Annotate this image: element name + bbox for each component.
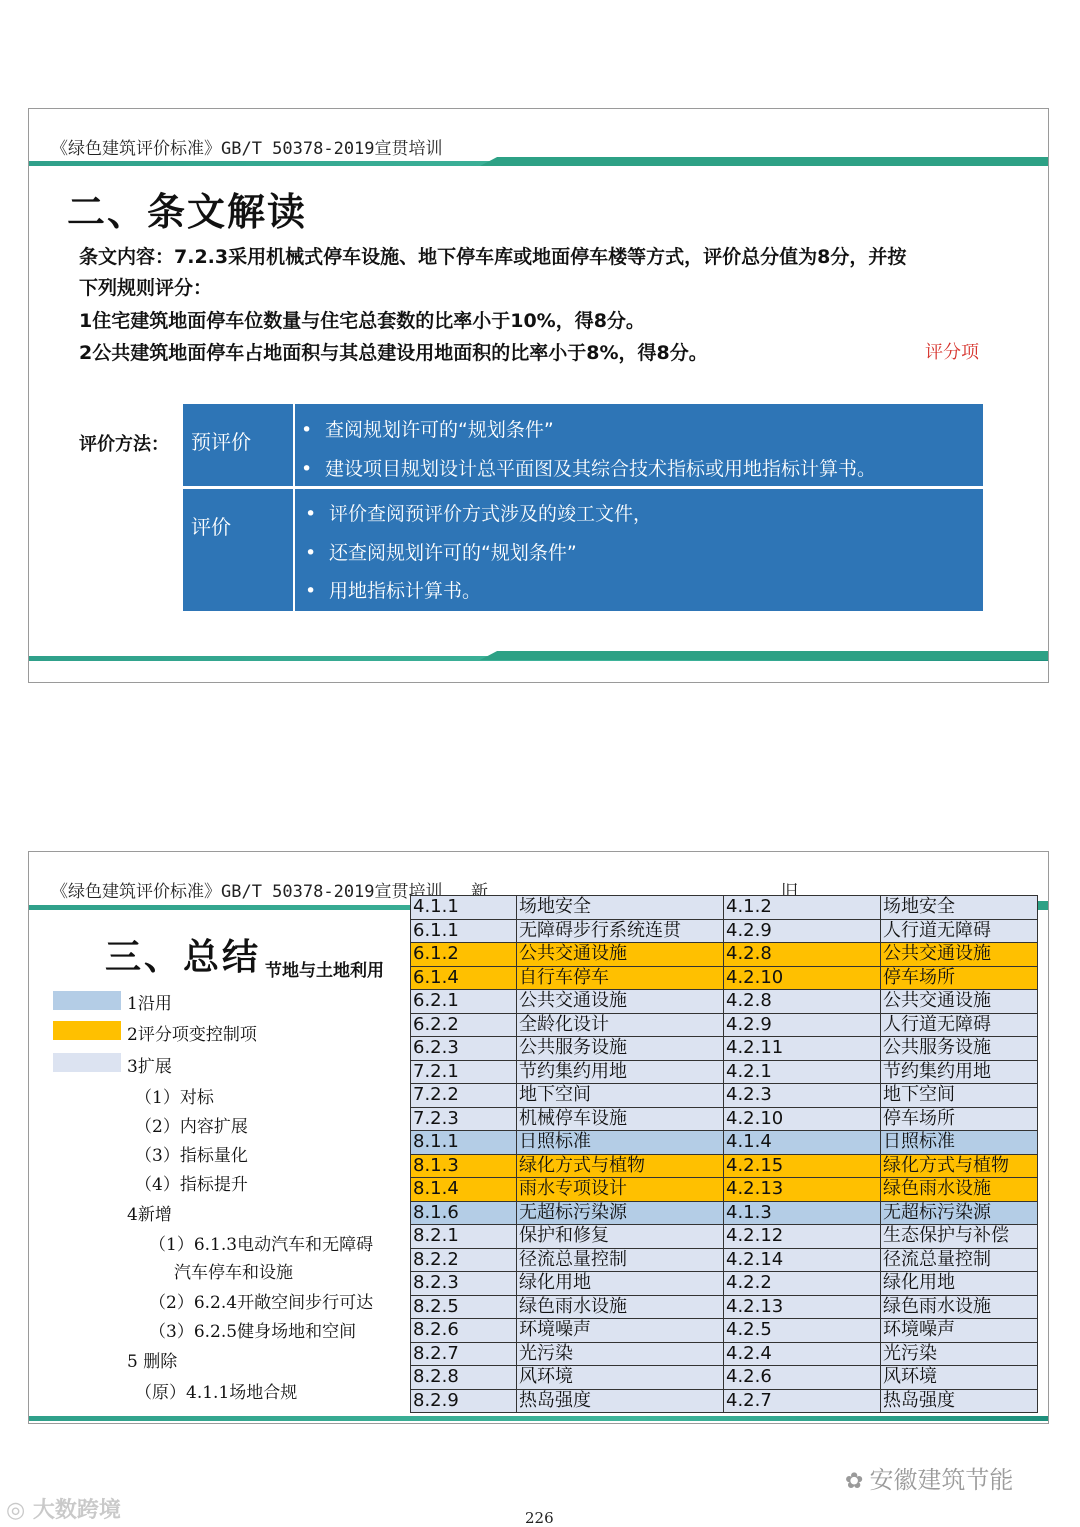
method-row-evaluation xyxy=(183,489,983,611)
site-logo: ◎ 大数跨境 xyxy=(6,1498,121,1523)
table-cell-new-name: 热岛强度 xyxy=(517,1389,724,1413)
method-category: 预评价 xyxy=(191,430,251,454)
table-cell-old-name: 人行道无障碍 xyxy=(881,919,1038,943)
table-row xyxy=(411,966,1038,990)
table-row xyxy=(411,1272,1038,1296)
table-row xyxy=(411,919,1038,943)
table-cell-old-no: 4.2.8 xyxy=(724,990,881,1014)
table-row xyxy=(411,1225,1038,1249)
slide-header: 《绿色建筑评价标准》GB/T 50378-2019宣贯培训 xyxy=(51,139,443,159)
summary-list-item: （1）6.1.3电动汽车和无障碍 xyxy=(149,1235,374,1255)
table-cell-new-no: 8.2.7 xyxy=(411,1342,517,1366)
slide-summary xyxy=(28,851,1049,1424)
table-cell-new-name: 公共交通设施 xyxy=(517,990,724,1014)
table-row xyxy=(411,1319,1038,1343)
table-cell-new-no: 6.2.2 xyxy=(411,1013,517,1037)
table-cell-new-no: 6.1.4 xyxy=(411,966,517,990)
table-cell-old-name: 环境噪声 xyxy=(881,1319,1038,1343)
scoring-item-badge: 评分项 xyxy=(925,342,979,363)
table-cell-old-name: 绿化用地 xyxy=(881,1272,1038,1296)
table-cell-new-no: 8.1.1 xyxy=(411,1131,517,1155)
table-cell-new-no: 6.1.2 xyxy=(411,943,517,967)
table-cell-new-name: 地下空间 xyxy=(517,1084,724,1108)
table-cell-new-name: 无障碍步行系统连贯 xyxy=(517,919,724,943)
table-cell-new-no: 8.2.9 xyxy=(411,1389,517,1413)
watermark: ✿ 安徽建筑节能 xyxy=(845,1466,1014,1494)
column-heading-old: 旧 xyxy=(781,882,798,902)
table-cell-new-no: 6.1.1 xyxy=(411,919,517,943)
table-cell-old-no: 4.1.4 xyxy=(724,1131,881,1155)
slide-title: 二、条文解读 xyxy=(67,190,308,234)
table-cell-new-name: 绿色雨水设施 xyxy=(517,1295,724,1319)
legend-label: 1沿用 xyxy=(127,994,172,1014)
table-cell-new-name: 自行车停车 xyxy=(517,966,724,990)
table-cell-new-no: 6.2.1 xyxy=(411,990,517,1014)
table-cell-old-no: 4.2.1 xyxy=(724,1060,881,1084)
table-row xyxy=(411,1107,1038,1131)
legend-label: 3扩展 xyxy=(127,1057,172,1077)
table-cell-old-name: 绿色雨水设施 xyxy=(881,1295,1038,1319)
table-cell-old-no: 4.2.5 xyxy=(724,1319,881,1343)
table-cell-old-no: 4.2.4 xyxy=(724,1342,881,1366)
table-cell-old-name: 日照标准 xyxy=(881,1131,1038,1155)
table-row xyxy=(411,1295,1038,1319)
table-cell-new-no: 8.1.3 xyxy=(411,1154,517,1178)
table-cell-new-name: 节约集约用地 xyxy=(517,1060,724,1084)
summary-list-item: （2）6.2.4开敞空间步行可达 xyxy=(149,1293,374,1313)
method-bullet: • 建设项目规划设计总平面图及其综合技术指标或用地指标计算书。 xyxy=(301,458,877,480)
summary-list-item: （1）对标 xyxy=(135,1088,214,1108)
summary-list-item: （3）6.2.5健身场地和空间 xyxy=(149,1322,357,1342)
table-cell-old-name: 节约集约用地 xyxy=(881,1060,1038,1084)
table-cell-new-name: 全龄化设计 xyxy=(517,1013,724,1037)
table-cell-new-name: 光污染 xyxy=(517,1342,724,1366)
table-cell-new-name: 无超标污染源 xyxy=(517,1201,724,1225)
legend-label: 2评分项变控制项 xyxy=(127,1025,257,1045)
table-cell-old-no: 4.2.12 xyxy=(724,1225,881,1249)
table-row xyxy=(411,1013,1038,1037)
summary-list-item: （3）指标量化 xyxy=(135,1146,248,1166)
table-cell-old-name: 场地安全 xyxy=(881,896,1038,920)
table-cell-new-no: 8.2.6 xyxy=(411,1319,517,1343)
table-cell-new-name: 径流总量控制 xyxy=(517,1248,724,1272)
method-label: 评价方法： xyxy=(79,434,169,455)
summary-list-item: （4）指标提升 xyxy=(135,1175,248,1195)
table-cell-new-no: 8.2.5 xyxy=(411,1295,517,1319)
method-bullet: • 评价查阅预评价方式涉及的竣工文件， xyxy=(305,503,653,525)
table-cell-old-name: 绿化方式与植物 xyxy=(881,1154,1038,1178)
table-cell-old-no: 4.2.13 xyxy=(724,1295,881,1319)
table-cell-old-no: 4.2.6 xyxy=(724,1366,881,1390)
table-cell-old-name: 公共服务设施 xyxy=(881,1037,1038,1061)
table-cell-new-no: 4.1.1 xyxy=(411,896,517,920)
table-cell-old-name: 停车场所 xyxy=(881,966,1038,990)
clause-line: 下列规则评分： xyxy=(79,277,213,299)
table-cell-old-no: 4.2.10 xyxy=(724,966,881,990)
table-cell-new-name: 雨水专项设计 xyxy=(517,1178,724,1202)
legend-swatch-extended xyxy=(53,1053,121,1072)
slide-clause-interpretation xyxy=(28,108,1049,683)
clause-line: 条文内容：7.2.3采用机械式停车设施、地下停车库或地面停车楼等方式，评价总分值为8分，并按 xyxy=(79,246,907,268)
table-cell-old-name: 无超标污染源 xyxy=(881,1201,1038,1225)
table-cell-new-no: 7.2.1 xyxy=(411,1060,517,1084)
table-cell-old-name: 公共交通设施 xyxy=(881,943,1038,967)
summary-list-item: 汽车停车和设施 xyxy=(174,1263,293,1283)
table-cell-old-name: 光污染 xyxy=(881,1342,1038,1366)
legend-swatch-continued xyxy=(53,991,121,1010)
clause-line: 1住宅建筑地面停车位数量与住宅总套数的比率小于10%，得8分。 xyxy=(79,310,645,332)
page-number: 226 xyxy=(525,1509,554,1527)
table-cell-new-no: 8.2.3 xyxy=(411,1272,517,1296)
table-cell-old-name: 生态保护与补偿 xyxy=(881,1225,1038,1249)
evaluation-method-table xyxy=(183,404,983,611)
table-cell-old-no: 4.2.9 xyxy=(724,919,881,943)
table-cell-old-no: 4.2.3 xyxy=(724,1084,881,1108)
table-cell-new-name: 保护和修复 xyxy=(517,1225,724,1249)
table-row xyxy=(411,1389,1038,1413)
table-row xyxy=(411,896,1038,920)
table-cell-old-no: 4.2.9 xyxy=(724,1013,881,1037)
table-cell-old-no: 4.1.2 xyxy=(724,896,881,920)
table-cell-new-no: 6.2.3 xyxy=(411,1037,517,1061)
summary-list-item: （原）4.1.1场地合规 xyxy=(135,1383,298,1403)
table-cell-new-no: 7.2.2 xyxy=(411,1084,517,1108)
method-bullet: • 用地指标计算书。 xyxy=(305,580,482,602)
table-cell-old-no: 4.2.11 xyxy=(724,1037,881,1061)
table-cell-old-no: 4.2.2 xyxy=(724,1272,881,1296)
clause-line: 2公共建筑地面停车占地面积与其总建设用地面积的比率小于8%，得8分。 xyxy=(79,342,708,364)
table-cell-old-no: 4.2.10 xyxy=(724,1107,881,1131)
table-cell-new-name: 公共服务设施 xyxy=(517,1037,724,1061)
method-category: 评价 xyxy=(191,515,231,539)
legend-swatch-changed xyxy=(53,1021,121,1040)
logo-icon: ◎ xyxy=(6,1498,33,1523)
table-cell-old-name: 停车场所 xyxy=(881,1107,1038,1131)
slide-header: 《绿色建筑评价标准》GB/T 50378-2019宣贯培训 xyxy=(51,882,443,902)
table-cell-old-no: 4.2.7 xyxy=(724,1389,881,1413)
table-cell-new-name: 公共交通设施 xyxy=(517,943,724,967)
wechat-icon: ✿ xyxy=(845,1469,864,1494)
table-cell-old-name: 绿色雨水设施 xyxy=(881,1178,1038,1202)
table-cell-new-no: 8.2.8 xyxy=(411,1366,517,1390)
table-cell-new-name: 机械停车设施 xyxy=(517,1107,724,1131)
table-cell-old-no: 4.2.8 xyxy=(724,943,881,967)
clause-comparison-table xyxy=(410,895,1038,1413)
table-cell-old-no: 4.2.14 xyxy=(724,1248,881,1272)
table-row xyxy=(411,1037,1038,1061)
table-cell-old-name: 热岛强度 xyxy=(881,1389,1038,1413)
summary-list-item: （2）内容扩展 xyxy=(135,1117,248,1137)
table-row xyxy=(411,1154,1038,1178)
table-cell-new-no: 8.2.2 xyxy=(411,1248,517,1272)
table-cell-old-name: 风环境 xyxy=(881,1366,1038,1390)
table-cell-new-name: 绿化用地 xyxy=(517,1272,724,1296)
table-row xyxy=(411,943,1038,967)
table-row xyxy=(411,1131,1038,1155)
slide-title: 三、总结 xyxy=(105,937,262,978)
table-cell-old-name: 人行道无障碍 xyxy=(881,1013,1038,1037)
method-row-pre-evaluation xyxy=(183,404,983,486)
table-cell-new-name: 场地安全 xyxy=(517,896,724,920)
table-row xyxy=(411,990,1038,1014)
table-row xyxy=(411,1201,1038,1225)
table-row xyxy=(411,1248,1038,1272)
slide-subtitle: 节地与土地利用 xyxy=(265,961,384,981)
table-cell-old-name: 径流总量控制 xyxy=(881,1248,1038,1272)
table-cell-new-name: 绿化方式与植物 xyxy=(517,1154,724,1178)
table-cell-new-name: 风环境 xyxy=(517,1366,724,1390)
table-cell-new-no: 8.1.4 xyxy=(411,1178,517,1202)
table-cell-new-no: 8.2.1 xyxy=(411,1225,517,1249)
table-cell-new-no: 7.2.3 xyxy=(411,1107,517,1131)
method-bullet: • 还查阅规划许可的“规划条件” xyxy=(305,542,577,564)
table-row xyxy=(411,1178,1038,1202)
method-bullet: • 查阅规划许可的“规划条件” xyxy=(301,419,554,441)
table-cell-old-name: 公共交通设施 xyxy=(881,990,1038,1014)
table-cell-new-no: 8.1.6 xyxy=(411,1201,517,1225)
table-cell-old-name: 地下空间 xyxy=(881,1084,1038,1108)
table-cell-old-no: 4.2.15 xyxy=(724,1154,881,1178)
summary-list-item: 4新增 xyxy=(127,1205,172,1225)
column-heading-new: 新 xyxy=(471,882,488,902)
table-cell-new-name: 环境噪声 xyxy=(517,1319,724,1343)
table-row xyxy=(411,1060,1038,1084)
table-cell-old-no: 4.2.13 xyxy=(724,1178,881,1202)
table-cell-new-name: 日照标准 xyxy=(517,1131,724,1155)
table-cell-old-no: 4.1.3 xyxy=(724,1201,881,1225)
table-row xyxy=(411,1366,1038,1390)
table-row xyxy=(411,1342,1038,1366)
table-row xyxy=(411,1084,1038,1108)
summary-list-item: 5 删除 xyxy=(127,1352,178,1372)
